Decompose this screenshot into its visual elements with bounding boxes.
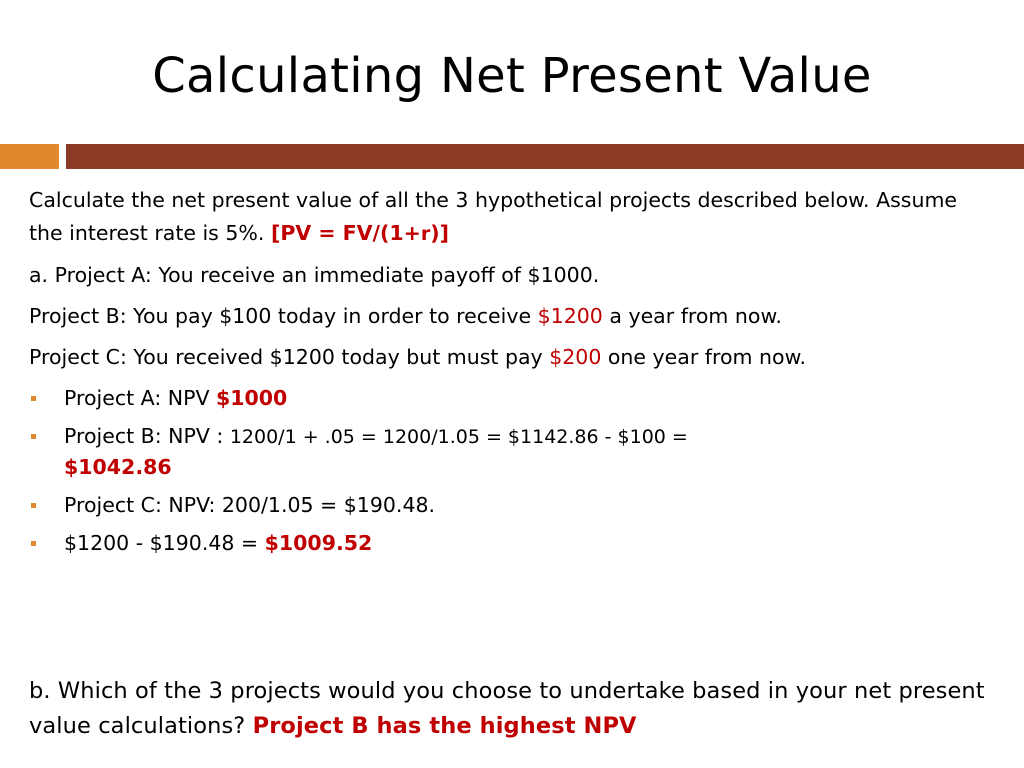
project-b-amount: $1200	[537, 304, 603, 328]
project-b-description: Project B: You pay $100 today in order to receive $1200 a year from now.	[29, 304, 782, 328]
title-rule-accent-brown	[66, 144, 1024, 169]
project-a-npv-value: $1000	[215, 386, 288, 410]
project-c-description: Project C: You received $1200 today but must pay $200 one year from now.	[29, 345, 806, 369]
project-c-amount: $200	[549, 345, 602, 369]
list-item: $1200 - $190.48 = $1009.52	[29, 528, 989, 558]
project-b-npv-calculation: 1200/1 + .05 = 1200/1.05 = $1142.86 - $100 =	[229, 426, 688, 448]
pv-formula: [PV = FV/(1+r)]	[270, 221, 449, 245]
list-item: Project A: NPV $1000	[29, 383, 989, 413]
project-a-description: a. Project A: You receive an immediate payoff of $1000.	[29, 263, 600, 287]
question-text: b. Which of the 3 projects would you choose to undertake based in your net present value calculations?	[29, 678, 985, 739]
project-c-npv-value: $1009.52	[264, 531, 373, 555]
intro-paragraph	[29, 184, 989, 251]
project-b-npv-value: $1042.86	[64, 455, 172, 479]
slide-body	[29, 184, 989, 566]
project-c-npv-calculation: Project C: NPV: 200/1.05 = $190.48.	[64, 493, 436, 517]
square-bullet-icon	[31, 503, 36, 508]
slide-title: Calculating Net Present Value	[152, 48, 872, 104]
npv-results-list	[29, 383, 989, 558]
square-bullet-icon	[31, 541, 36, 546]
list-item: Project B: NPV : 1200/1 + .05 = 1200/1.05 = $1142.86 - $100 = $1042.86	[29, 421, 989, 482]
answer-text: Project B has the highest NPV	[252, 713, 637, 739]
title-rule-accent-orange	[0, 144, 59, 169]
square-bullet-icon	[31, 396, 36, 401]
square-bullet-icon	[31, 434, 36, 439]
intro-text: Calculate the net present value of all the 3 hypothetical projects described below. Assume the interest rate is 5%.	[29, 188, 958, 245]
list-item	[29, 490, 989, 520]
question-paragraph	[29, 674, 1004, 744]
